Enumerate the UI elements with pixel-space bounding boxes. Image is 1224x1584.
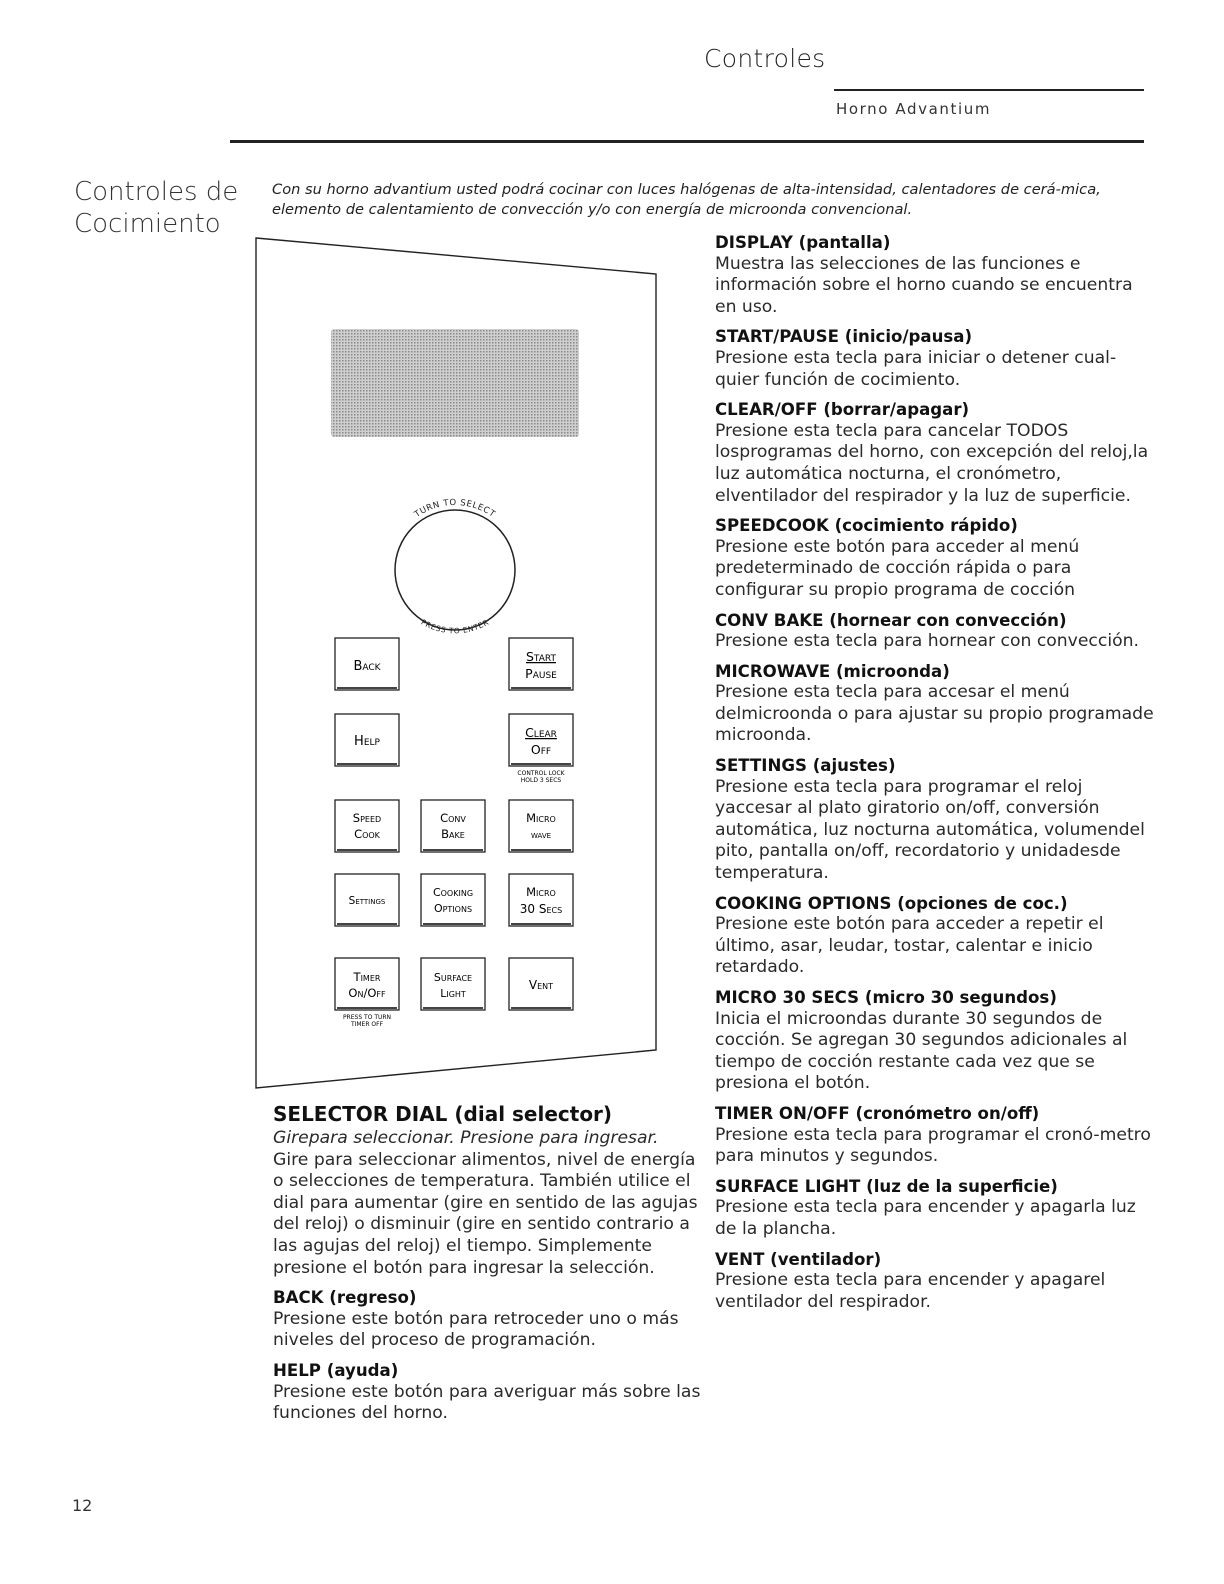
desc-body: Presione este botón para acceder a repetir el último, asar, leudar, tostar, calentar e inicio retardado. <box>715 914 1104 978</box>
desc-body: Presione esta tecla para programar el cronó-metro para minutos y segundos. <box>715 1124 1151 1167</box>
desc-title: SETTINGS (ajustes) <box>715 756 896 776</box>
clear-button-label: Clear <box>525 725 557 740</box>
section-title <box>74 176 238 240</box>
desc-body: Inicia el microondas durante 30 segundos de cocción. Se agregan 30 segundos adicionales al tiempo de cocción restante cada vez que se presiona el botón. <box>715 1008 1128 1094</box>
desc-body: Muestra las selecciones de las funciones e información sobre el horno cuando se encuentra en uso. <box>715 253 1133 317</box>
section-title-line-2: Cocimiento <box>74 209 221 239</box>
selector-dial-body: Gire para seleccionar alimentos, nivel de energía o selecciones de temperatura. También utilice el dial para aumentar (gire en sentido de las agujas del reloj) o disminuir (gire en sentido contrario a las agujas del reloj) el tiempo. Simplemente presione el botón para ingresar la selección. <box>273 1149 698 1278</box>
desc-title: SPEEDCOOK (cocimiento rápido) <box>715 516 1018 536</box>
back-button-label: Back <box>353 659 381 674</box>
desc-entry <box>715 987 1155 1095</box>
speed-cook-label-1: Speed <box>352 811 382 825</box>
back-button <box>335 638 399 690</box>
clear-off-button <box>509 714 573 766</box>
desc-body: Presione esta tecla para cancelar TODOS losprogramas del horno, con excepción del reloj,la luz automática nocturna, el cronómetro, elventilador del respirador y la luz de superficie. <box>715 420 1149 506</box>
help-button <box>335 714 399 766</box>
desc-entry <box>715 893 1155 979</box>
cooking-options-label-2: Options <box>433 902 473 915</box>
desc-title: SURFACE LIGHT (luz de la superficie) <box>715 1176 1058 1196</box>
desc-body: Presione esta tecla para programar el reloj yaccesar al plato giratorio on/off, conversión automática, luz nocturna automática, volumendel pito, pantalla on/off, recordatorio y unidadesde temperatura. <box>715 776 1145 884</box>
conv-bake-label-2: Bake <box>441 827 465 841</box>
help-body: Presione este botón para averiguar más sobre las funciones del horno. <box>273 1381 701 1424</box>
desc-title: VENT (ventilador) <box>715 1249 882 1269</box>
display-screen <box>331 329 579 437</box>
vent-button <box>509 958 573 1010</box>
start-pause-button <box>509 638 573 690</box>
microwave-label-1: Micro <box>526 811 556 825</box>
surface-light-button <box>421 958 485 1010</box>
micro-30-label-2: 30 Secs <box>519 902 563 916</box>
desc-title: TIMER ON/OFF (cronómetro on/off) <box>715 1103 1040 1123</box>
back-title: BACK (regreso) <box>273 1288 417 1308</box>
page-header-subtitle: Horno Advantium <box>836 100 992 118</box>
settings-label: Settings <box>348 895 386 907</box>
off-button-label: Off <box>530 742 552 757</box>
micro-30-secs-button <box>509 874 573 926</box>
dial-bottom-label: PRESS TO ENTER <box>419 617 491 636</box>
help-button-label: Help <box>354 734 380 749</box>
microwave-button <box>509 800 573 852</box>
right-description-column <box>715 232 1155 1321</box>
desc-body: Presione esta tecla para encender y apagarla luz de la plancha. <box>715 1197 1136 1239</box>
conv-bake-label-1: Conv <box>440 811 466 825</box>
desc-body: Presione este botón para acceder al menú predeterminado de cocción rápida o para configurar su propio programa de cocción <box>715 536 1080 600</box>
speed-cook-button <box>335 800 399 852</box>
microwave-label-2: wave <box>530 830 552 841</box>
dial-top-label: TURN TO SELECT <box>412 497 498 520</box>
surface-light-label-2: Light <box>440 987 466 1000</box>
cooking-options-button <box>421 874 485 926</box>
timer-label-2: On/Off <box>348 986 386 1000</box>
timer-on-off-button <box>335 958 399 1010</box>
speed-cook-label-2: Cook <box>354 827 380 841</box>
desc-title: MICROWAVE (microonda) <box>715 661 950 681</box>
desc-entry <box>715 1103 1155 1168</box>
cooking-options-label-1: Cooking <box>432 886 474 899</box>
control-lock-note-1: CONTROL LOCK <box>517 770 565 777</box>
back-body: Presione este botón para retroceder uno o más niveles del proceso de programación. <box>273 1308 679 1351</box>
section-divider <box>230 140 1144 143</box>
control-panel-illustration <box>250 232 670 1094</box>
desc-entry <box>715 1249 1155 1314</box>
desc-body: Presione esta tecla para encender y apagarel ventilador del respirador. <box>715 1270 1106 1312</box>
timer-label-1: Timer <box>353 970 381 984</box>
help-title: HELP (ayuda) <box>273 1360 399 1380</box>
desc-title: CONV BAKE (hornear con convección) <box>715 610 1067 630</box>
desc-body: Presione esta tecla para hornear con convección. <box>715 631 1139 652</box>
selector-dial-italic: Girepara seleccionar. Presione para ingresar. <box>273 1128 659 1148</box>
desc-entry <box>715 610 1155 653</box>
surface-light-label-1: Surface <box>433 971 473 984</box>
desc-entry <box>715 326 1155 391</box>
desc-body: Presione esta tecla para iniciar o detener cual-quier función de cocimiento. <box>715 347 1117 390</box>
desc-title: MICRO 30 SECS (micro 30 segundos) <box>715 988 1057 1007</box>
page-header-title: Controles <box>704 44 826 73</box>
desc-title: DISPLAY (pantalla) <box>715 233 891 252</box>
conv-bake-button <box>421 800 485 852</box>
desc-title: START/PAUSE (inicio/pausa) <box>715 327 973 347</box>
desc-title: CLEAR/OFF (borrar/apagar) <box>715 400 970 420</box>
desc-entry <box>715 755 1155 885</box>
header-rule <box>834 89 1144 91</box>
desc-entry <box>715 232 1155 318</box>
pause-button-label: Pause <box>525 666 557 681</box>
desc-entry <box>715 515 1155 601</box>
desc-body: Presione esta tecla para accesar el menú delmicroonda o para ajustar su propio programade microonda. <box>715 682 1154 746</box>
settings-button <box>335 874 399 926</box>
desc-entry <box>715 399 1155 507</box>
desc-entry <box>715 661 1155 747</box>
section-title-line-1: Controles de <box>74 177 239 207</box>
vent-label: Vent <box>528 978 554 992</box>
desc-entry <box>715 1176 1155 1241</box>
micro-30-label-1: Micro <box>526 885 556 899</box>
desc-title: COOKING OPTIONS (opciones de coc.) <box>715 893 1068 913</box>
selector-dial <box>395 510 515 630</box>
control-lock-note-2: HOLD 3 SECS <box>520 777 562 784</box>
start-button-label: Start <box>526 649 556 664</box>
page-number: 12 <box>72 1496 93 1515</box>
left-description-column <box>273 1100 703 1433</box>
timer-note-1: PRESS TO TURN <box>342 1014 392 1021</box>
timer-note-2: TIMER OFF <box>350 1021 384 1028</box>
intro-text: Con su horno advantium usted podrá cocinar con luces halógenas de alta-intensidad, calentadores de cerá-mica, elemento de calentamiento de convección y/o con energía de microonda convencional. <box>272 181 1101 218</box>
selector-dial-title: SELECTOR DIAL (dial selector) <box>273 1102 613 1126</box>
